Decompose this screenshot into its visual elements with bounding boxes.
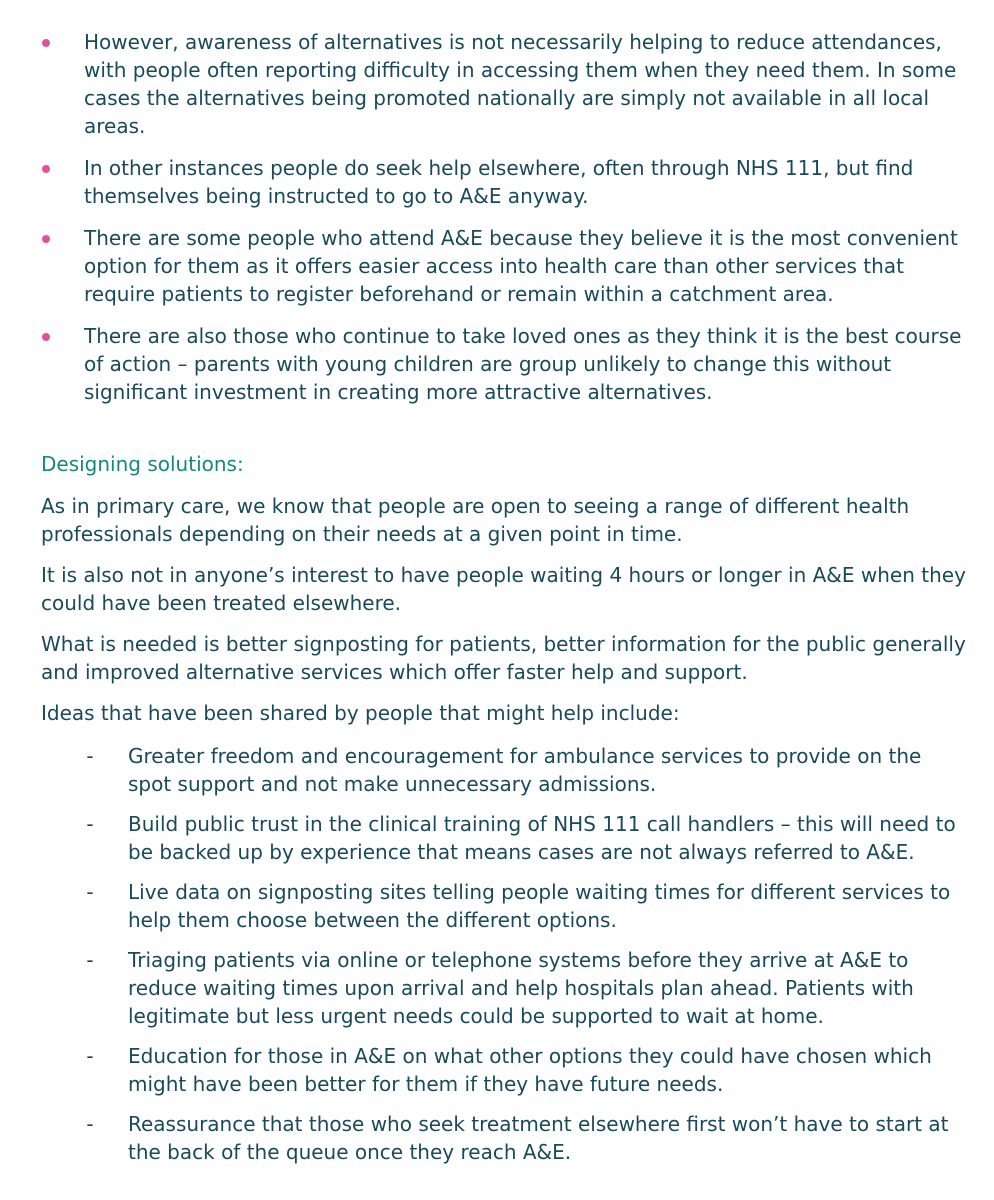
section-heading: Designing solutions: bbox=[41, 452, 244, 476]
bullet-item bbox=[0, 322, 994, 406]
bullet-dot-icon bbox=[42, 39, 50, 47]
idea-text: Build public trust in the clinical training of NHS 111 call handlers – this will need to be backed up by experience that means cases are not always referred to A&E. bbox=[128, 812, 956, 864]
bullet-text: There are some people who attend A&E because they believe it is the most convenient option for them as it offers easier access into health care than other services that require patients to register beforehand or remain within a catchment area. bbox=[84, 226, 958, 306]
idea-item bbox=[0, 878, 994, 934]
dash-marker: - bbox=[86, 812, 94, 836]
idea-text: Triaging patients via online or telephone systems before they arrive at A&E to reduce waiting times upon arrival and help hospitals plan ahead. Patients with legitimate but less urgent needs could be supported to wait at home. bbox=[128, 948, 914, 1028]
dash-marker: - bbox=[86, 1044, 94, 1068]
bullet-item bbox=[0, 154, 994, 210]
bullet-text: However, awareness of alternatives is not necessarily helping to reduce attendances, with people often reporting difficulty in accessing them when they need them. In some cases the alternatives being promoted nationally are simply not available in all local areas. bbox=[84, 30, 957, 138]
bullet-item bbox=[0, 28, 994, 140]
bullet-item bbox=[0, 224, 994, 308]
bullet-list bbox=[0, 28, 994, 420]
body-paragraphs bbox=[41, 492, 971, 740]
dash-marker: - bbox=[86, 880, 94, 904]
bullet-dot-icon bbox=[42, 165, 50, 173]
idea-item bbox=[0, 810, 994, 866]
idea-item bbox=[0, 1042, 994, 1098]
idea-text: Reassurance that those who seek treatment elsewhere first won’t have to start at the back of the queue once they reach A&E. bbox=[128, 1112, 949, 1164]
paragraph: What is needed is better signposting for patients, better information for the public generally and improved alternative services which offer faster help and support. bbox=[41, 632, 966, 684]
dash-marker: - bbox=[86, 948, 94, 972]
bullet-text: In other instances people do seek help elsewhere, often through NHS 111, but find themselves being instructed to go to A&E anyway. bbox=[84, 156, 914, 208]
paragraph: Ideas that have been shared by people that might help include: bbox=[41, 701, 680, 725]
idea-item bbox=[0, 1110, 994, 1166]
dash-marker: - bbox=[86, 1112, 94, 1136]
paragraph: It is also not in anyone’s interest to have people waiting 4 hours or longer in A&E when they could have been treated elsewhere. bbox=[41, 563, 966, 615]
bullet-dot-icon bbox=[42, 333, 50, 341]
idea-text: Live data on signposting sites telling people waiting times for different services to help them choose between the different options. bbox=[128, 880, 951, 932]
idea-text: Education for those in A&E on what other options they could have chosen which might have been better for them if they have future needs. bbox=[128, 1044, 932, 1096]
dash-marker: - bbox=[86, 744, 94, 768]
ideas-list bbox=[0, 742, 994, 1178]
idea-item bbox=[0, 742, 994, 798]
paragraph: As in primary care, we know that people are open to seeing a range of different health professionals depending on their needs at a given point in time. bbox=[41, 494, 910, 546]
idea-text: Greater freedom and encouragement for ambulance services to provide on the spot support and not make unnecessary admissions. bbox=[128, 744, 922, 796]
idea-item bbox=[0, 946, 994, 1030]
bullet-dot-icon bbox=[42, 235, 50, 243]
bullet-text: There are also those who continue to take loved ones as they think it is the best course of action – parents with young children are group unlikely to change this without significant investment in creating more attractive alternatives. bbox=[84, 324, 962, 404]
